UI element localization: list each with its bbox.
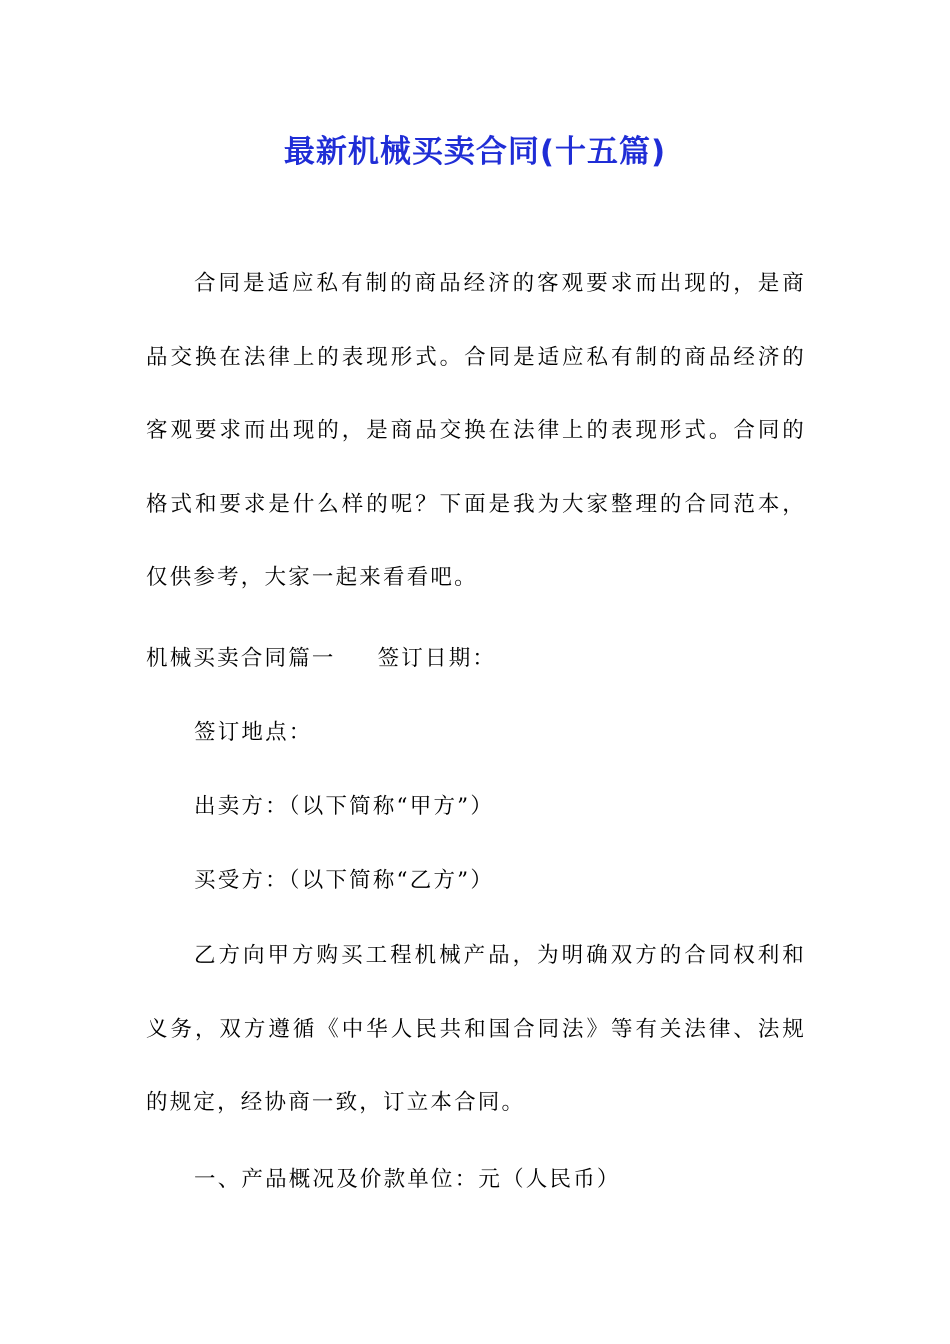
intro-paragraph: 合同是适应私有制的商品经济的客观要求而出现的，是商品交换在法律上的表现形式。合同是适应私有制的商品经济的客观要求而出现的，是商品交换在法律上的表现形式。合同的格式和要求是什么样的呢？下面是我为大家整理的合同范本，仅供参考，大家一起来看看吧。: [146, 271, 806, 590]
buyer-line: 买受方：（以下简称“乙方”）: [194, 868, 495, 893]
clause-1-heading: 一、产品概况及价款单位：元（人民币）: [194, 1167, 621, 1192]
purpose-paragraph: 乙方向甲方购买工程机械产品，为明确双方的合同权利和义务，双方遵循《中华人民共和国合同法》等有关法律、法规的规定，经协商一致，订立本合同。: [146, 943, 806, 1115]
sign-date-label: 签订日期：: [377, 646, 497, 671]
section-heading: 机械买卖合同篇一: [146, 646, 336, 671]
sign-place-label: 签订地点：: [194, 720, 313, 745]
document-title: 最新机械买卖合同(十五篇): [283, 134, 667, 170]
seller-line: 出卖方：（以下简称“甲方”）: [194, 794, 495, 819]
section-heading-row: [146, 643, 496, 675]
